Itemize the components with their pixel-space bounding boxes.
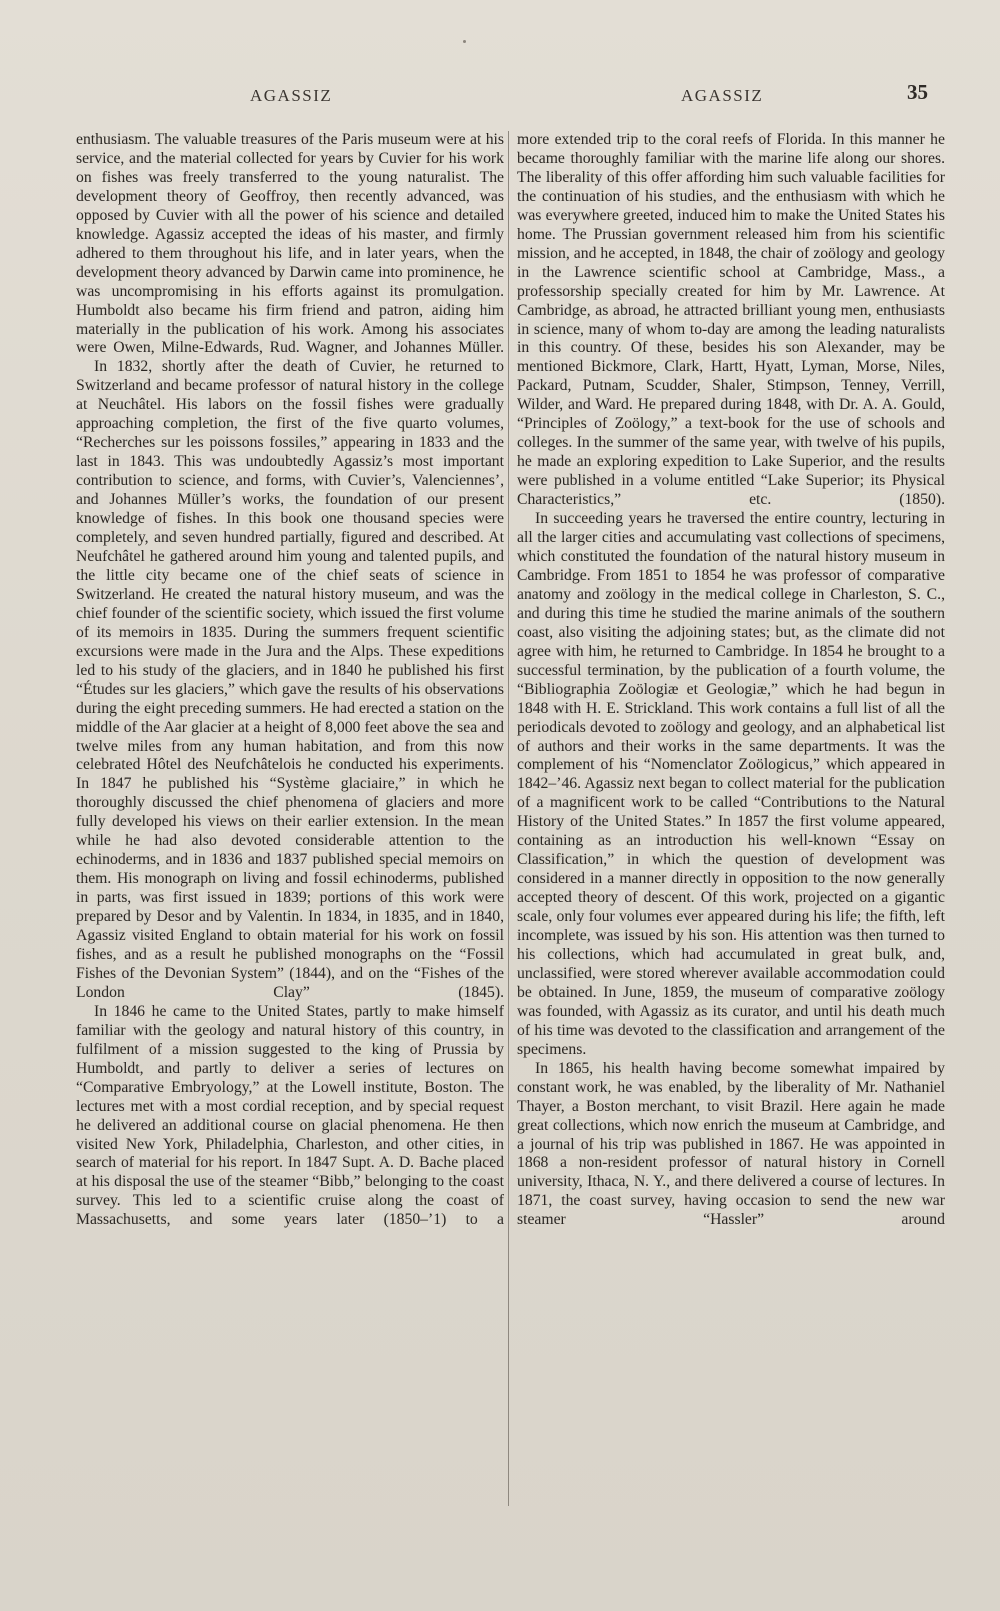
paragraph-left-2: In 1832, shortly after the death of Cuvier, he returned to Switzerland and became professor of natural history in the college at Neuchâtel. His labors on the fossil fishes were gradually approaching completion, the first of the five quarto volumes, “Recherches sur les poissons fossiles,” appearing in 1833 and the last in 1843. This was undoubtedly Agassiz’s most important contribution to science, and forms, with Cuvier’s, Valenciennes’, and Johannes Müller’s works, the foundation of our present knowledge of fishes. In this book one thousand species were completely, and seven hundred partially, figured and described. At Neufchâtel he gathered around him young and talented pupils, and the little city became one of the chief seats of science in Switzerland. He created the natural history museum, and was the chief founder of the scientific society, which issued the first volume of its memoirs in 1835. During the summers frequent scientific excursions were made in the Jura and the Alps. These expeditions led to his study of the glaciers, and in 1840 he published his first “Études sur les glaciers,” which gave the results of his observations during the eight preceding summers. He had erected a station on the middle of the Aar glacier at a height of 8,000 feet above the sea and twelve miles from any human habitation, and from this now celebrated Hôtel des Neufchâtelois he conducted his experiments. In 1847 he published his “Système glaciaire,” in which he thoroughly discussed the chief phenomena of glaciers and more fully developed his views on their earlier extension. In the mean while he had also devoted considerable attention to the echinoderms, and in 1836 and 1837 published special memoirs on them. His monograph on living and fossil echinoderms, published in parts, was first issued in 1839; portions of this work were prepared by Desor and by Valentin. In 1834, in 1835, and in 1840, Agassiz visited England to obtain material for his work on fossil fishes, and as a result he published monographs on the “Fossil Fishes of the Devonian System” (1844), and on the “Fishes of the London Clay” (1845). [76,358,504,1001]
paragraph-right-2: In succeeding years he traversed the entire country, lecturing in all the larger cities and accumulating vast collections of specimens, which constituted the foundation of the natural history museum in Cambridge. From 1851 to 1854 he was professor of comparative anatomy and zoölogy in the medical college in Charleston, S. C., and during this time he studied the marine animals of the southern coast, also visiting the adjoining states; but, as the climate did not agree with him, he returned to Cambridge. In 1854 he brought to a successful termination, by the publication of a fourth volume, the “Bibliographia Zoölogiæ et Geologiæ,” which he had begun in 1848 with H. E. Strickland. This work contains a full list of all the periodicals devoted to zoölogy and geology, and an alphabetical list of authors and their works in the same departments. It was the complement of his “Nomenclator Zoölogicus,” which appeared in 1842–’46. Agassiz next began to collect material for the publication of a magnificent work to be called “Contributions to the Natural History of the United States.” In 1857 the first volume appeared, containing as an introduction his well-known “Essay on Classification,” in which the question of development was considered in a manner directly in opposition to the now generally accepted theory of descent. Of this work, projected on a gigantic scale, only four volumes ever appeared during his life; the fifth, left incomplete, was issued by his son. His attention was then turned to his collections, which had accumulated in great bulk, and, unclassified, were stored wherever available accommodation could be obtained. In June, 1859, the museum of comparative zoölogy was founded, with Agassiz as its curator, and until his death much of his time was devoted to the classification and arrangement of the specimens. [517,510,945,1058]
left-column [76,131,504,1511]
paper-speck [463,40,466,43]
paragraph-left-1: enthusiasm. The valuable treasures of the Paris museum were at his service, and the material collected for years by Cuvier for his work on fishes was freely transferred to the young naturalist. The development theory of Geoffroy, then recently advanced, was opposed by Cuvier with all the power of his science and detailed knowledge. Agassiz accepted the ideas of his master, and firmly adhered to them throughout his life, and in later years, when the development theory advanced by Darwin came into prominence, he was uncompromising in his efforts against its promulgation. Humboldt also became his firm friend and patron, aiding him materially in the publication of his work. Among his associates were Owen, Milne-Edwards, Rud. Wagner, and Johannes Müller. [76,131,504,357]
running-head-left: AGASSIZ [250,86,333,105]
running-head-right: AGASSIZ [681,86,764,105]
paragraph-right-1: more extended trip to the coral reefs of Florida. In this manner he became thoroughly familiar with the marine life along our shores. The liberality of this offer affording him such valuable facilities for the continuation of his studies, and the enthusiasm with which he was everywhere greeted, induced him to make the United States his home. The Prussian government released him from his scientific mission, and he accepted, in 1848, the chair of zoölogy and geology in the Lawrence scientific school at Cambridge, Mass., a professorship specially created for him by Mr. Lawrence. At Cambridge, as abroad, he attracted brilliant young men, enthusiasts in science, many of whom to-day are among the leading naturalists in this country. Of these, besides his son Alexander, may be mentioned Bickmore, Clark, Hartt, Hyatt, Lyman, Morse, Niles, Packard, Putnam, Scudder, Shaler, Stimpson, Tenney, Verrill, Wilder, and Ward. He prepared during 1848, with Dr. A. A. Gould, “Principles of Zoölogy,” a text-book for the use of schools and colleges. In the summer of the same year, with twelve of his pupils, he made an exploring expedition to Lake Superior, and the results were published in a volume entitled “Lake Superior; its Physical Characteristics,” etc. (1850). [517,131,945,509]
column-rule [508,131,509,1506]
paragraph-right-3: In 1865, his health having become somewhat impaired by constant work, he was enabled, by the liberality of Mr. Nathaniel Thayer, a Boston merchant, to visit Brazil. Here again he made great collections, which now enrich the museum at Cambridge, and a journal of his trip was published in 1867. He was appointed in 1868 a non-resident professor of natural history in Cornell university, Ithaca, N. Y., and there delivered a course of lectures. In 1871, the coast survey, having occasion to send the new war steamer “Hassler” around [517,1059,945,1229]
paragraph-left-3: In 1846 he came to the United States, partly to make himself familiar with the geology and natural history of this country, in fulfilment of a mission suggested to the king of Prussia by Humboldt, and partly to deliver a series of lectures on “Comparative Embryology,” at the Lowell institute, Boston. The lectures met with a most cordial reception, and by special request he delivered an additional course on glacial phenomena. He then visited New York, Philadelphia, Charleston, and other cities, in search of material for his report. In 1847 Supt. A. D. Bache placed at his disposal the use of the steamer “Bibb,” belonging to the coast survey. This led to a scientific cruise along the coast of Massachusetts, and some years later (1850–’1) to a [76,1002,504,1229]
right-column [517,131,945,1511]
page-number: 35 [907,80,928,104]
